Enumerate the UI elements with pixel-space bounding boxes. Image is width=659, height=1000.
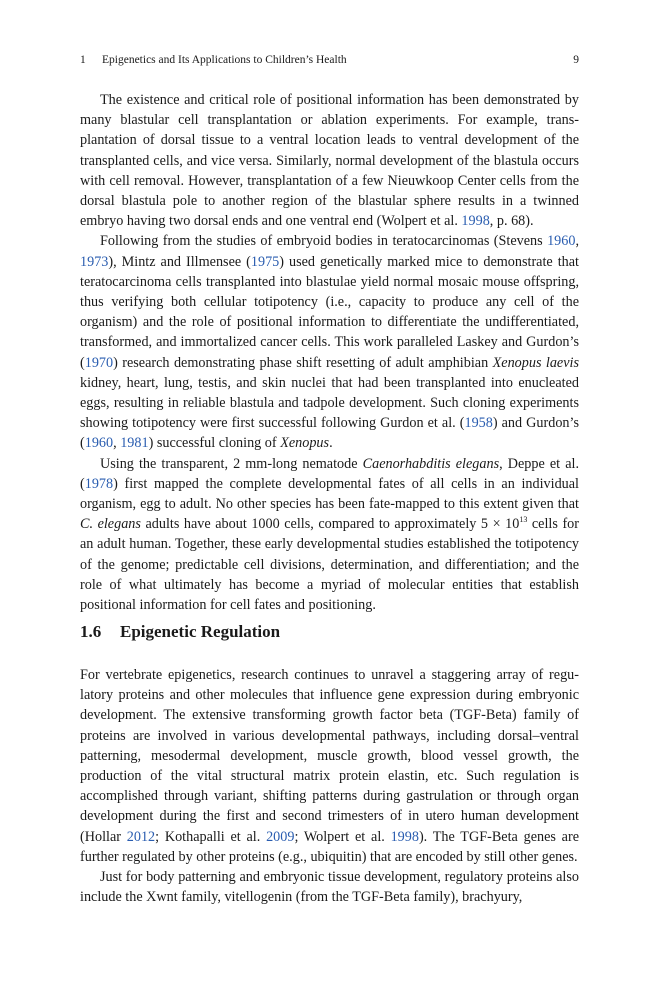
citation-link-kothapalli-2009[interactable]: 2009: [266, 828, 295, 845]
citation-link-mintz-1975[interactable]: 1975: [250, 253, 280, 270]
text-run: , Deppe et al. (: [80, 455, 579, 492]
section-heading: [80, 621, 579, 643]
citation-link-deppe-1978[interactable]: 1978: [84, 475, 114, 492]
citation-link-hollar-2012[interactable]: 2012: [126, 828, 156, 845]
text-run: ). The TGF-Beta genes are further regulated by other proteins (e.g., ubiquitin) that are encoded by still other genes.: [80, 828, 579, 865]
species-name-italic: Caenorhabditis elegans: [362, 455, 500, 472]
paragraph-regulatory-proteins: [80, 867, 579, 907]
text-run: ), Mintz and Illmensee (: [108, 253, 251, 270]
text-run: .: [329, 435, 333, 452]
text-run: ) research demonstrating phase shift resetting of adult amphibian: [113, 354, 493, 371]
text-run: ) used genetically marked mice to demonstrate that teratocarcinoma cells transplanted into blastulae yield normal mosaic mouse offspring, thus verifying both cellular totipotency (i.e., capacity to produce any cell of the organism) and the role of positional information to differentiate the undifferentiated, transformed, and immortalized cancer cells. This work paralleled Laskey and Gurdon’s (: [80, 253, 579, 371]
citation-link-wolpert-1998[interactable]: 1998: [461, 213, 490, 230]
text-run: ; Wolpert et al.: [294, 828, 391, 845]
citation-link-gurdon-1981[interactable]: 1981: [120, 435, 149, 452]
citation-link-stevens-1960[interactable]: 1960: [547, 233, 576, 250]
text-run: ) first mapped the complete developmental fates of all cells in an individual organism, egg to adult. No other species has been fate-mapped to this extent given that: [80, 475, 579, 513]
text-run: ,: [113, 435, 121, 452]
body-text-upper: [80, 90, 579, 615]
page: [80, 0, 579, 1000]
section-title: Epigenetic Regulation: [120, 622, 281, 641]
citation-link-gurdon-1958[interactable]: 1958: [464, 415, 493, 432]
paragraph-embryoid-bodies: [80, 231, 579, 453]
species-name-italic: C. elegans: [80, 516, 141, 533]
paragraph-nematode-fate-map: [80, 454, 579, 616]
section-number: 1.6: [80, 622, 102, 641]
text-run: kidney, heart, lung, testis, and skin nuclei that had been transplanted into enucleated eggs, resulting in reliable blastula and tadpole development. Such cloning experiments showing totipotency were first successful following Gurdon et al. (: [80, 374, 579, 432]
chapter-title: Epigenetics and Its Applications to Children’s Health: [102, 54, 347, 66]
citation-link-wolpert-1998-b[interactable]: 1998: [390, 828, 419, 845]
text-run: cells for an adult human. Together, these early developmental studies established the totipotency of the genome; predictable cell divisions, determination, and differentiation; and the role of what ultimately has become a myriad of molecular entities that establish positional information for cell fates and positioning.: [80, 516, 579, 614]
citation-link-laskey-1970[interactable]: 1970: [84, 354, 114, 371]
species-name-italic: Xenopus: [280, 435, 330, 452]
citation-link-stevens-1973[interactable]: 1973: [80, 253, 109, 270]
text-run: ,: [575, 233, 579, 250]
text-run: The existence and critical role of positional information has been demonstrated by many blastular cell transplantation or ablation experiments. For example, transplantation of dorsal tissue to a ventral location leads to ventral development of the transplanted cells, and vice versa. Similarly, normal development of the blastula occurs with cell removal. However, transplantation of a few Nieuwkoop Center cells from the dorsal blastula pole to another region of the blastular sphere results in a twinned embryo having two dorsal ends and one ventral end (Wolpert et al.: [80, 92, 579, 230]
page-number: 9: [573, 54, 579, 66]
citation-link-gurdon-1960[interactable]: 1960: [84, 435, 114, 452]
exponent: 13: [519, 515, 528, 525]
species-name-italic: Xenopus laevis: [492, 354, 579, 371]
text-run: For vertebrate epigenetics, research continues to unravel a staggering array of regulatory proteins and other molecules that influence gene expression during embryonic development. The extensive transforming growth factor beta (TGF-Beta) family of proteins are involved in various developmental pathways, including dorsal–ventral patterning, mesodermal development, muscle growth, blood vessel growth, the production of the vital structural matrix protein elastin, etc. Such regulation is accomplished through variant, shifting patterns during gastrulation or through organ development during the first and second trimesters of in utero human development (Hollar: [80, 667, 579, 845]
text-run: Using the transparent, 2 mm-long nematode: [100, 455, 363, 472]
text-run: Just for body patterning and embryonic tissue development, regulatory proteins also include the Xwnt family, vitellogenin (from the TGF-Beta family), brachyury,: [80, 869, 579, 906]
chapter-number: 1: [80, 54, 86, 66]
text-run: ) and Gurdon’s (: [80, 415, 579, 452]
text-run: ; Kothapalli et al.: [155, 828, 267, 845]
paragraph-positional-information: [80, 90, 579, 231]
text-run: adults have about 1000 cells, compared to approximately 5 × 10: [140, 516, 520, 533]
text-run: , p. 68).: [489, 213, 534, 230]
running-head: [80, 52, 579, 68]
body-text-lower: [80, 665, 579, 907]
text-run: Following from the studies of embryoid bodies in teratocarcinomas (Stevens: [100, 233, 548, 250]
text-run: ) successful cloning of: [148, 435, 281, 452]
paragraph-vertebrate-epigenetics: [80, 665, 579, 867]
